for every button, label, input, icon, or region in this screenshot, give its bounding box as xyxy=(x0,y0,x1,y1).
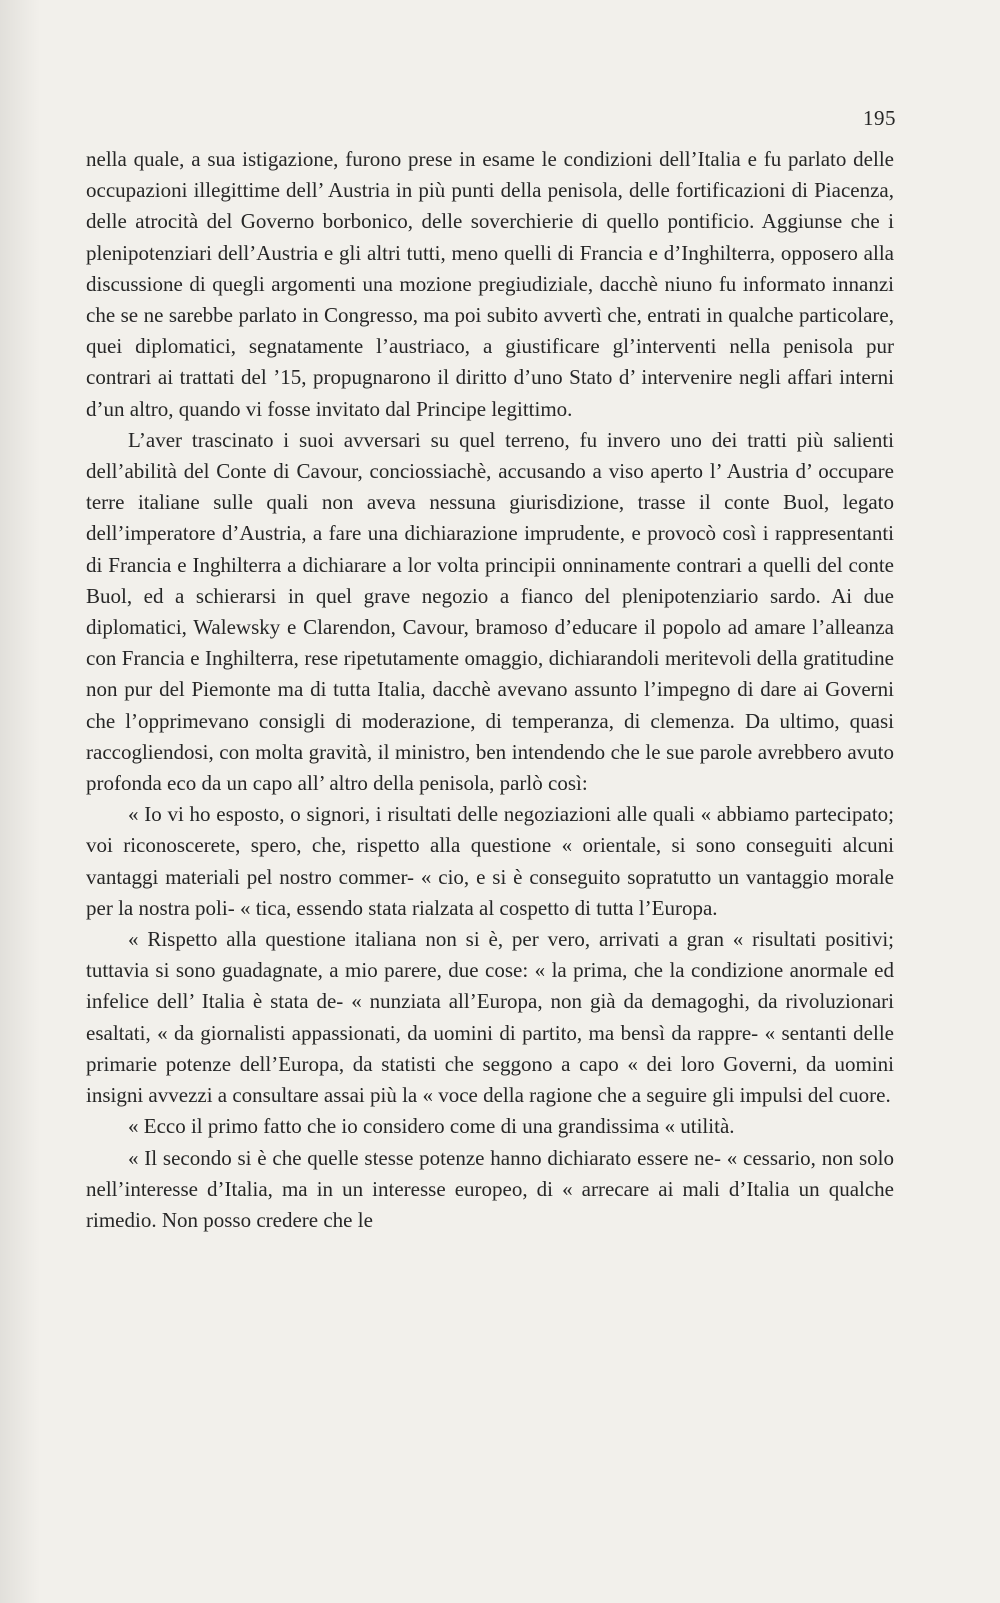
page-number: 195 xyxy=(863,106,896,130)
paragraph: L’aver trascinato i suoi avversari su quel terreno, fu invero uno dei tratti più salienti dell’abilità del Conte di Cavour, conciossiachè, accusando a viso aperto l’ Austria d’ occupare terre italiane sulle quali non aveva nessuna giurisdizione, trasse il conte Buol, legato dell’imperatore d’Austria, a fare una dichiarazione imprudente, e provocò così i rappresentanti di Francia e Inghilterra a dichiarare a lor volta principii onninamente contrari a quelli del conte Buol, ed a schierarsi in quel grave negozio a fianco del plenipotenziario sardo. Ai due diplomatici, Walewsky e Clarendon, Cavour, bramoso d’educare il popolo ad amare l’alleanza con Francia e Inghilterra, rese ripetutamente omaggio, dichiarandoli meritevoli della gratitudine non pur del Piemonte ma di tutta Italia, dacchè avevano assunto l’impegno di dare ai Governi che l’opprimevano consigli di moderazione, di temperanza, di clemenza. Da ultimo, quasi raccogliendosi, con molta gravità, il ministro, ben intendendo che le sue parole avrebbero avuto profonda eco da un capo all’ altro della penisola, parlò così: xyxy=(86,427,894,796)
paragraph: nella quale, a sua istigazione, furono prese in esame le condizioni dell’Italia e fu parlato delle occupazioni illegittime dell’ Austria in più punti della penisola, delle fortificazioni di Piacenza, delle atrocità del Governo borbonico, delle soverchierie di quello pontificio. Aggiunse che i plenipotenziari dell’Austria e gli altri tutti, meno quelli di Francia e d’Inghilterra, opposero alla discussione di quegli argomenti una mozione pregiudiziale, dacchè niuno fu informato innanzi che se ne sarebbe parlato in Congresso, ma poi subito avvertì che, entrati in qualche particolare, quei diplomatici, segnatamente l’austriaco, a giustificare gl’interventi nella penisola pur contrari ai trattati del ’15, propugnarono il diritto d’uno Stato d’ intervenire negli affari interni d’un altro, quando vi fosse invitato dal Principe legittimo. xyxy=(86,147,894,421)
quoted-paragraph: « Il secondo si è che quelle stesse potenze hanno dichiarato essere ne- « cessario, non solo nell’interesse d’Italia, ma in un interesse europeo, di « arrecare ai mali d’Italia un qualche rimedio. Non posso credere che le xyxy=(86,1145,894,1232)
quoted-paragraph: « Io vi ho esposto, o signori, i risultati delle negoziazioni alle quali « abbiamo partecipato; voi riconoscerete, spero, che, rispetto alla questione « orientale, si sono conseguiti alcuni vantaggi materiali pel nostro commer- « cio, e si è conseguito sopratutto un vantaggio morale per la nostra poli- « tica, essendo stata rialzata al cospetto di tutta l’Europa. xyxy=(86,802,894,920)
quoted-paragraph: « Ecco il primo fatto che io considero come di una grandissima « utilità. xyxy=(128,1114,735,1139)
body-text xyxy=(86,144,894,1236)
quoted-paragraph: « Rispetto alla questione italiana non si è, per vero, arrivati a gran « risultati positivi; tuttavia si sono guadagnate, a mio parere, due cose: « la prima, che la condizione anormale ed infelice dell’ Italia è stata de- « nunziata all’Europa, non già da demagoghi, da rivoluzionari esaltati, « da giornalisti appassionati, da uomini di partito, ma bensì da rappre- « sentanti delle primarie potenze dell’Europa, da statisti che seggono a capo « dei loro Governi, da uomini insigni avvezzi a consultare assai più la « voce della ragione che a seguire gli impulsi del cuore. xyxy=(86,927,894,1108)
